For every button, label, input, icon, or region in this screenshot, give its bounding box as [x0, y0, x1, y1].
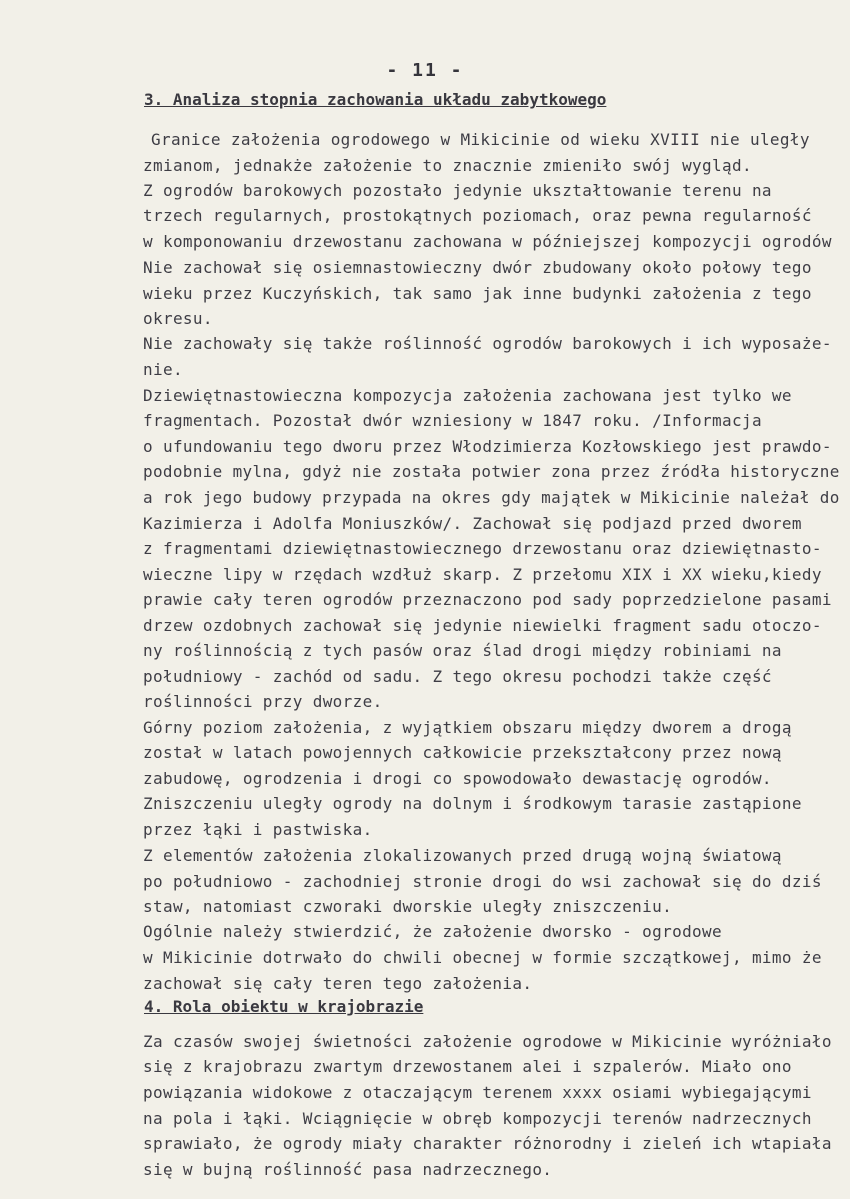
text-line: po południowo - zachodniej stronie drogi do wsi zachował się do dziś — [143, 872, 822, 891]
text-line: nie. — [143, 360, 183, 379]
text-line: powiązania widokowe z otaczającym terenem xxxx osiami wybiegającymi — [143, 1083, 812, 1102]
text-line: a rok jego budowy przypada na okres gdy majątek w Mikicinie należał do — [143, 488, 840, 507]
text-line: w komponowaniu drzewostanu zachowana w późniejszej kompozycji ogrodów — [143, 232, 832, 251]
text-line: sprawiało, że ogrody miały charakter różnorodny i zieleń ich wtapiała — [143, 1134, 832, 1153]
text-line: staw, natomiast czworaki dworskie uległy zniszczeniu. — [143, 897, 673, 916]
text-line: roślinności przy dworze. — [143, 692, 383, 711]
text-line: Kazimierza i Adolfa Moniuszków/. Zachował się podjazd przed dworem — [143, 514, 802, 533]
text-line: przez łąki i pastwiska. — [143, 820, 373, 839]
text-line: się z krajobrazu zwartym drzewostanem alei i szpalerów. Miało ono — [143, 1057, 792, 1076]
text-line: wieczne lipy w rzędach wzdłuż skarp. Z przełomu XIX i XX wieku,kiedy — [143, 565, 822, 584]
text-line: Dziewiętnastowieczna kompozycja założenia zachowana jest tylko we — [143, 386, 792, 405]
text-line: został w latach powojennych całkowicie przekształcony przez nową — [143, 743, 782, 762]
text-line: zachował się cały teren tego założenia. — [143, 974, 533, 993]
text-line: Górny poziom założenia, z wyjątkiem obszaru między dworem a drogą — [143, 718, 792, 737]
text-line: w Mikicinie dotrwało do chwili obecnej w formie szczątkowej, mimo że — [143, 948, 822, 967]
text-line: okresu. — [143, 309, 213, 328]
text-line: fragmentach. Pozostał dwór wzniesiony w 1847 roku. /Informacja — [143, 411, 762, 430]
text-line: Z ogrodów barokowych pozostało jedynie ukształtowanie terenu na — [143, 181, 772, 200]
text-line: prawie cały teren ogrodów przeznaczono pod sady poprzedzielone pasami — [143, 590, 832, 609]
text-line: o ufundowaniu tego dworu przez Włodzimierza Kozłowskiego jest prawdo- — [143, 437, 832, 456]
text-line: Zniszczeniu uległy ogrody na dolnym i środkowym tarasie zastąpione — [143, 794, 802, 813]
text-line: Ogólnie należy stwierdzić, że założenie dworsko - ogrodowe — [143, 922, 723, 941]
text-line: wieku przez Kuczyńskich, tak samo jak inne budynki założenia z tego — [143, 284, 812, 303]
section-heading-3: 3. Analiza stopnia zachowania układu zabytkowego — [144, 90, 607, 109]
section-heading-4: 4. Rola obiektu w krajobrazie — [144, 997, 424, 1016]
text-line: Granice założenia ogrodowego w Mikicinie od wieku XVIII nie uległy — [151, 130, 810, 149]
text-line: się w bujną roślinność pasa nadrzecznego. — [143, 1160, 553, 1179]
text-line: południowy - zachód od sadu. Z tego okresu pochodzi także część — [143, 667, 772, 686]
text-line: na pola i łąki. Wciągnięcie w obręb kompozycji terenów nadrzecznych — [143, 1109, 812, 1128]
text-line: zabudowę, ogrodzenia i drogi co spowodowało dewastację ogrodów. — [143, 769, 772, 788]
text-line: zmianom, jednakże założenie to znacznie zmieniło swój wygląd. — [143, 156, 752, 175]
text-line: Nie zachował się osiemnastowieczny dwór zbudowany około połowy tego — [143, 258, 812, 277]
text-line: trzech regularnych, prostokątnych poziomach, oraz pewna regularność — [143, 206, 812, 225]
text-line: Nie zachowały się także roślinność ogrodów barokowych i ich wyposaże- — [143, 334, 832, 353]
text-line: z fragmentami dziewiętnastowiecznego drzewostanu oraz dziewiętnasto- — [143, 539, 822, 558]
text-line: Za czasów swojej świetności założenie ogrodowe w Mikicinie wyróżniało — [143, 1032, 832, 1051]
text-line: drzew ozdobnych zachował się jedynie niewielki fragment sadu otoczo- — [143, 616, 822, 635]
page-number: - 11 - — [386, 60, 464, 81]
text-line: podobnie mylna, gdyż nie została potwier zona przez źródła historyczne — [143, 462, 840, 481]
text-line: Z elementów założenia zlokalizowanych przed drugą wojną światową — [143, 846, 782, 865]
text-line: ny roślinnością z tych pasów oraz ślad drogi między robiniami na — [143, 641, 782, 660]
